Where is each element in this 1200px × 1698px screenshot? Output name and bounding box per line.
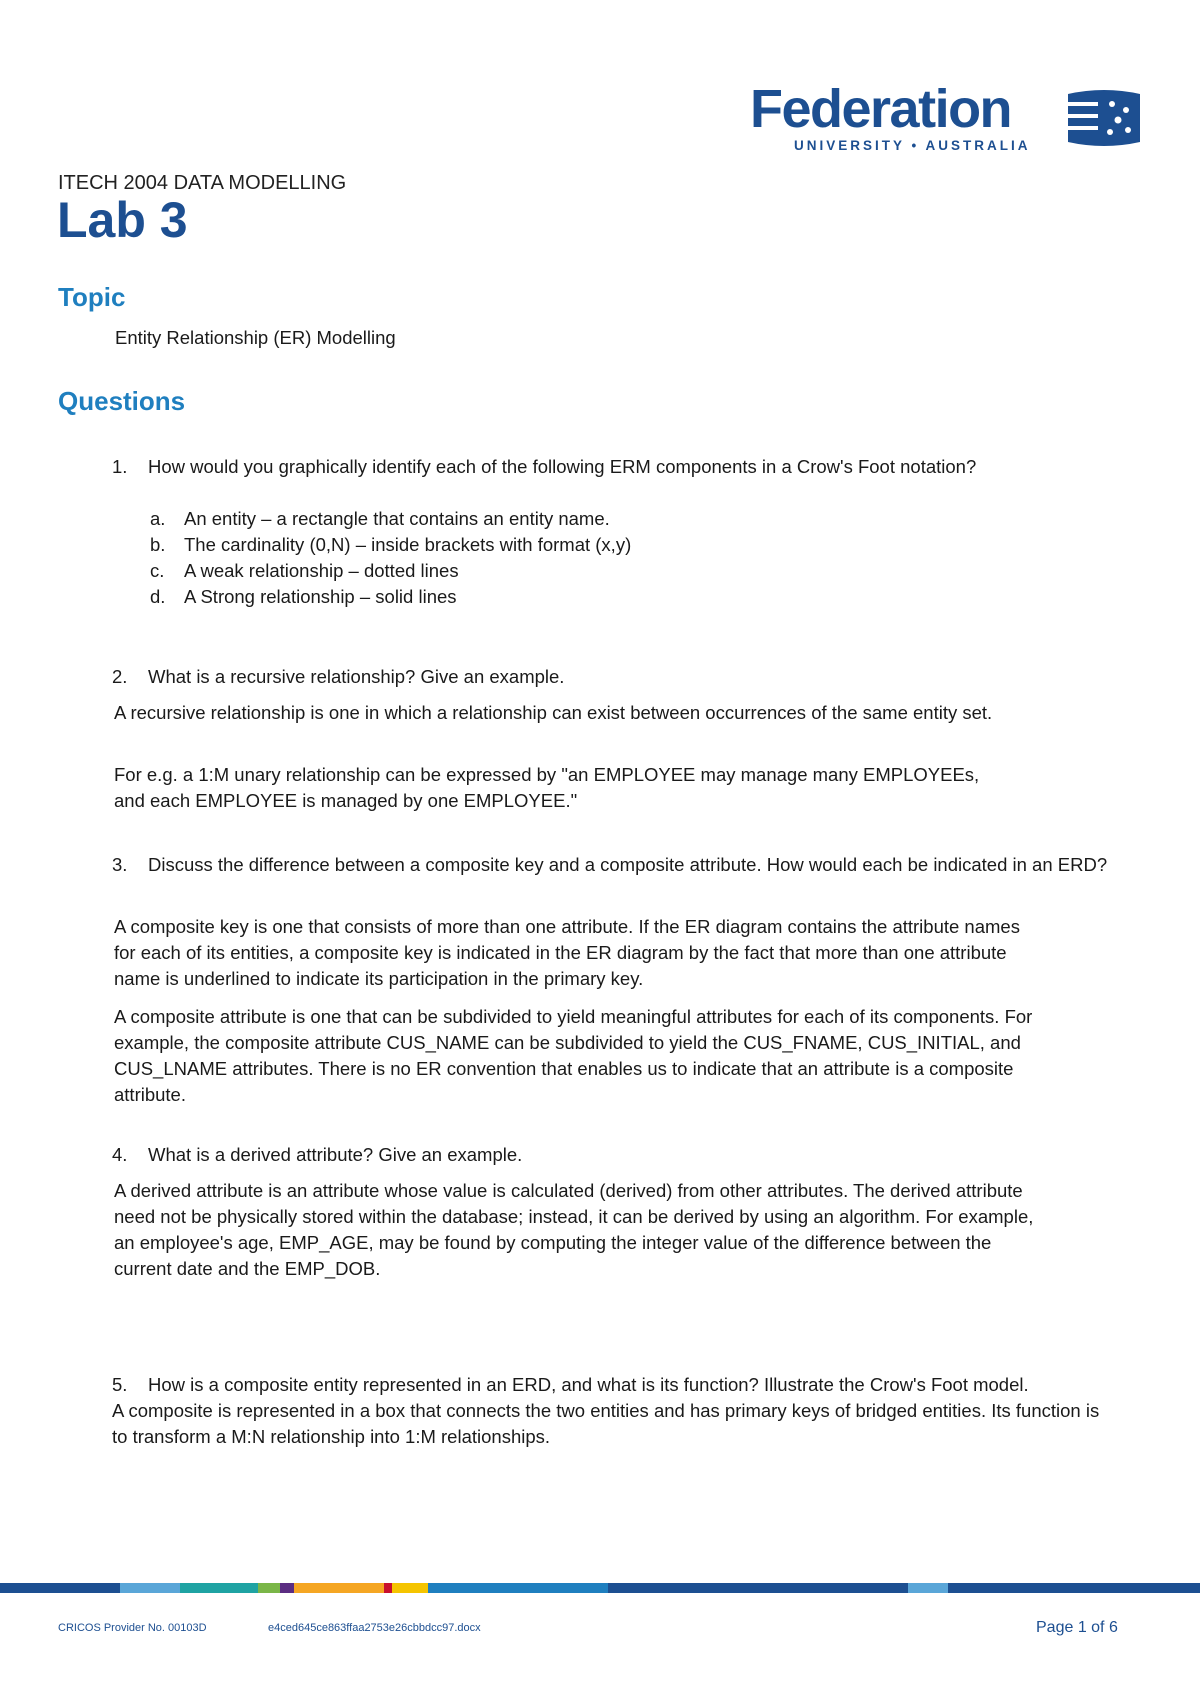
answer-paragraph: A composite key is one that consists of more than one attribute. If the ER diagram contains the attribute names for each of its entities, a composite key is indicated in the ER diagram by the fact that more than one attribute name is underlined to indicate its participation in the primary key. — [114, 916, 1020, 989]
page-title: Lab 3 — [57, 192, 188, 248]
footer-color-stripe — [0, 1583, 1200, 1593]
question-number: 5. — [112, 1374, 128, 1395]
answer-paragraph: A composite attribute is one that can be subdivided to yield meaningful attributes for each of its components. For example, the composite attribute CUS_NAME can be subdivided to yield the CUS_FNAME, CUS_INITIAL, and CUS_LNAME attributes. There is no ER convention that enables us to indicate that an attribute is a composite attribute. — [114, 1006, 1033, 1105]
question-number: 4. — [112, 1144, 128, 1165]
federation-logo — [750, 80, 1150, 160]
question-number: 3. — [112, 854, 128, 875]
question-text: Discuss the difference between a composite key and a composite attribute. How would each be indicated in an ERD? — [148, 854, 1108, 875]
question-number: 1. — [112, 456, 128, 477]
list-item-letter: c. — [150, 560, 165, 581]
list-item: A Strong relationship – solid lines — [184, 586, 457, 607]
question-text: How would you graphically identify each of the following ERM components in a Crow's Foot notation? — [148, 456, 977, 477]
list-item-letter: d. — [150, 586, 166, 607]
list-item: The cardinality (0,N) – inside brackets with format (x,y) — [184, 534, 632, 555]
cricos-provider: CRICOS Provider No. 00103D — [58, 1622, 207, 1634]
logo-wordmark: Federation — [750, 79, 1012, 139]
answer-paragraph: A composite is represented in a box that connects the two entities and has primary keys of bridged entities. Its function is to transform a M:N relationship into 1:M relationships. — [112, 1400, 1100, 1447]
list-item: A weak relationship – dotted lines — [184, 560, 459, 581]
flag-icon — [1064, 86, 1144, 150]
course-code: ITECH 2004 DATA MODELLING — [58, 172, 347, 194]
question-number: 2. — [112, 666, 128, 687]
list-item: An entity – a rectangle that contains an entity name. — [184, 508, 610, 529]
document-filename: e4ced645ce863ffaa2753e26cbbdcc97.docx — [268, 1622, 481, 1634]
topic-text: Entity Relationship (ER) Modelling — [115, 327, 396, 348]
question-text: How is a composite entity represented in an ERD, and what is its function? Illustrate the Crow's Foot model. — [148, 1374, 1029, 1395]
answer-paragraph: A derived attribute is an attribute whose value is calculated (derived) from other attributes. The derived attribute need not be physically stored within the database; instead, it can be derived by using an algorithm. For example, an employee's age, EMP_AGE, may be found by computing the integer value of the difference between the current date and the EMP_DOB. — [114, 1180, 1034, 1279]
question-text: What is a derived attribute? Give an example. — [148, 1144, 523, 1165]
list-item-letter: b. — [150, 534, 166, 555]
page-number: Page 1 of 6 — [1036, 1619, 1118, 1636]
answer-paragraph: A recursive relationship is one in which a relationship can exist between occurrences of the same entity set. — [114, 702, 993, 723]
logo-subline: UNIVERSITY • AUSTRALIA — [794, 138, 1031, 153]
list-item-letter: a. — [150, 508, 166, 529]
questions-heading: Questions — [58, 386, 186, 416]
question-text: What is a recursive relationship? Give an example. — [148, 666, 565, 687]
answer-paragraph: For e.g. a 1:M unary relationship can be expressed by "an EMPLOYEE may manage many EMPLOYEEs, and each EMPLOYEE is managed by one EMPLOYEE." — [114, 764, 980, 811]
topic-heading: Topic — [58, 282, 126, 312]
